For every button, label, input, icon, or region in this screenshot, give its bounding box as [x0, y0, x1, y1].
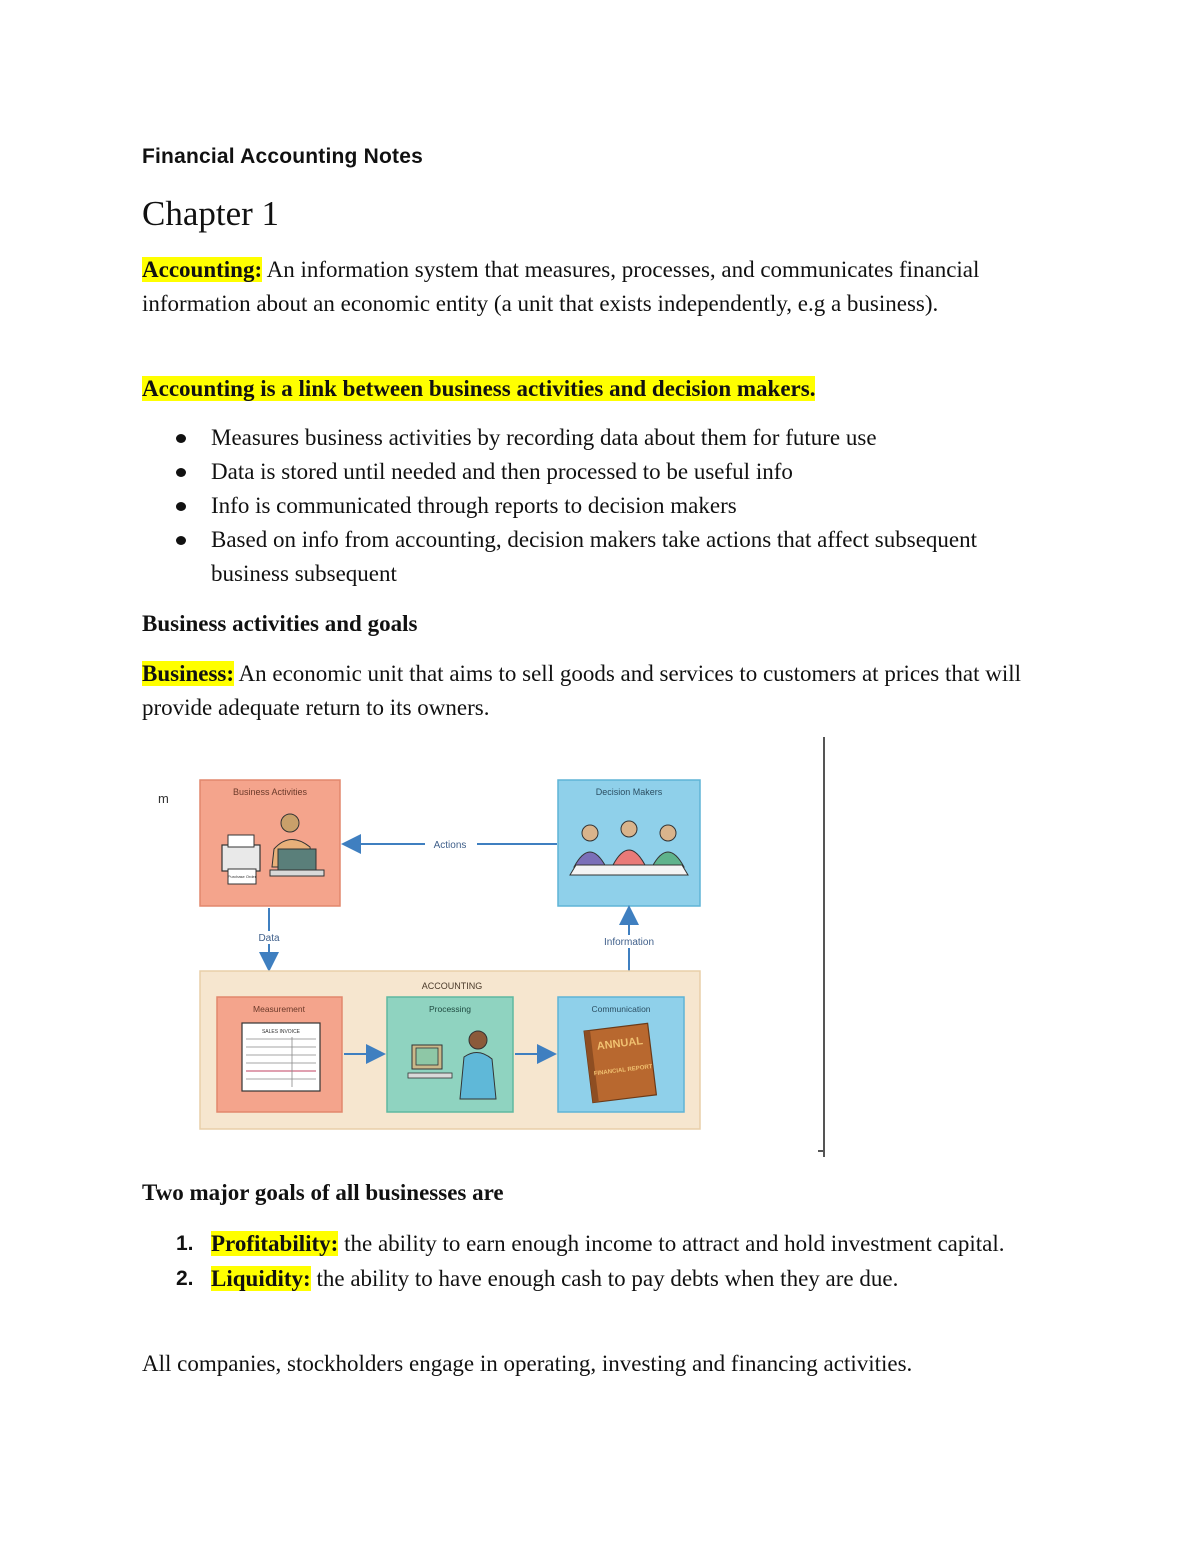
- decision-makers-box: [558, 780, 700, 906]
- actions-arrow: [345, 837, 557, 851]
- processing-label: Processing: [428, 1004, 472, 1014]
- printer-icon: [222, 835, 260, 884]
- list-item: [142, 523, 1042, 591]
- bullet-text: Data is stored until needed and then processed to be useful info: [211, 459, 793, 484]
- list-number: 2.: [176, 1267, 194, 1290]
- accounting-container: [200, 971, 700, 1129]
- stray-letter: m: [158, 791, 169, 806]
- purchase-order-label: Purchase Order: [227, 874, 257, 879]
- accounting-definition: [142, 253, 1062, 321]
- bullet-icon: [176, 502, 186, 511]
- list-item: [142, 421, 1042, 455]
- annual-label: ANNUAL: [596, 1035, 644, 1053]
- measurement-label: Measurement: [253, 1004, 305, 1014]
- communication-box: [558, 997, 684, 1112]
- measurement-box: [217, 997, 342, 1112]
- liquidity-term: Liquidity:: [211, 1266, 311, 1291]
- list-item: [142, 455, 1042, 489]
- link-statement: [142, 372, 1062, 406]
- list-item: [142, 489, 1042, 523]
- business-heading: Business activities and goals: [142, 611, 418, 636]
- accounting-diagram: [142, 737, 826, 1157]
- figure-border-tick: [818, 1150, 823, 1152]
- profitability-term: Profitability:: [211, 1231, 339, 1256]
- information-arrow: [594, 909, 664, 971]
- financial-report-label: FINANCIAL REPORT: [593, 1064, 653, 1078]
- communication-label: Communication: [591, 1004, 651, 1014]
- goals-list: [142, 1226, 1062, 1296]
- link-statement-text: Accounting is a link between business activities and decision makers.: [142, 376, 816, 401]
- actions-label: Actions: [433, 840, 467, 851]
- data-label: Data: [258, 933, 280, 944]
- business-term: Business:: [142, 661, 235, 686]
- accounting-term: Accounting:: [142, 257, 263, 282]
- chapter-heading: Chapter 1: [142, 194, 280, 233]
- document-title: Financial Accounting Notes: [142, 145, 423, 168]
- business-activities-label: Business Activities: [232, 787, 308, 797]
- bullet-icon: [176, 468, 186, 477]
- bullet-icon: [176, 434, 186, 443]
- annual-report-icon: [584, 1023, 656, 1102]
- profitability-text: the ability to earn enough income to attract and hold investment capital.: [338, 1231, 1005, 1256]
- liquidity-text: the ability to have enough cash to pay debts when they are due.: [310, 1266, 899, 1291]
- business-activities-box: [200, 780, 340, 906]
- information-label: Information: [603, 937, 655, 948]
- list-item: [142, 1261, 1062, 1296]
- decision-makers-label: Decision Makers: [595, 787, 663, 797]
- invoice-icon: [242, 1023, 320, 1091]
- accounting-bullets: [142, 421, 1042, 591]
- sales-invoice-label: SALES INVOICE: [261, 1029, 301, 1035]
- list-number: 1.: [176, 1232, 194, 1255]
- bullet-text: Info is communicated through reports to decision makers: [211, 493, 737, 518]
- goals-heading: Two major goals of all businesses are: [142, 1180, 504, 1205]
- accounting-text: An information system that measures, processes, and communicates financial information about an economic entity (a unit that exists independently, e.g a business).: [142, 257, 980, 316]
- bullet-text: Based on info from accounting, decision makers take actions that affect subsequent business subsequent: [211, 527, 978, 586]
- business-definition: [142, 657, 1062, 725]
- bullet-icon: [176, 536, 186, 545]
- closing-paragraph: All companies, stockholders engage in operating, investing and financing activities.: [142, 1351, 913, 1376]
- business-text: An economic unit that aims to sell goods and services to customers at prices that will provide adequate return to its owners.: [142, 661, 1021, 720]
- diagram-canvas: [142, 737, 822, 1157]
- figure-border-line: [823, 737, 825, 1157]
- accounting-label: ACCOUNTING: [421, 981, 483, 991]
- list-item: [142, 1226, 1062, 1261]
- bullet-text: Measures business activities by recording data about them for future use: [211, 425, 877, 450]
- processing-box: [387, 997, 513, 1112]
- data-arrow: [253, 908, 287, 968]
